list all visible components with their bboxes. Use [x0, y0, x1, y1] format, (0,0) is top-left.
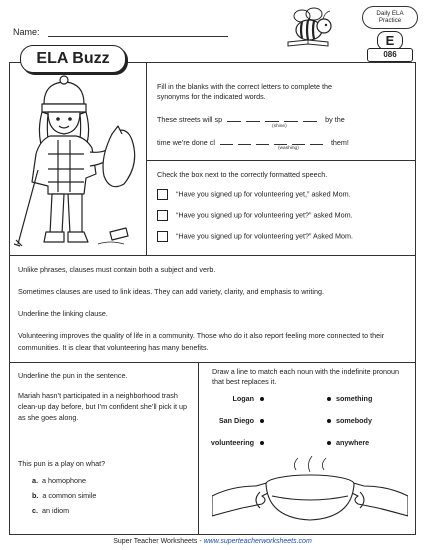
match-pronoun: something [336, 394, 373, 403]
blank-1a[interactable] [227, 113, 241, 122]
pun-choice-b[interactable] [32, 491, 96, 501]
match-noun: Logan [232, 394, 254, 403]
blank-2a[interactable] [220, 136, 233, 145]
worksheet-number: 086 [367, 48, 413, 62]
clauses-paragraph-1: Unlike phrases, clauses must contain both a subject and verb. [18, 265, 216, 274]
clauses-passage[interactable]: Volunteering improves the quality of life in a community. Those who do it also report feeling more connected to their communities. It is clear that volunteering has many benefits. [18, 331, 385, 352]
choice-letter: b. [32, 491, 39, 500]
choice-text: an idiom [42, 506, 70, 515]
blank-2e[interactable] [292, 136, 305, 145]
daily-ela-badge [362, 6, 418, 29]
clauses-paragraph-2: Sometimes clauses are used to link ideas. They can add variety, clarity, and emphasis to writing. [18, 287, 325, 296]
divider-vertical-top [146, 62, 147, 255]
blank-2f[interactable] [310, 136, 323, 145]
synonym-line-1 [157, 113, 345, 125]
match-pronoun: somebody [336, 416, 372, 425]
synonym-line-2 [157, 136, 349, 148]
blank-2d[interactable] [274, 136, 287, 145]
choice-letter: c. [32, 506, 38, 515]
divider-vertical-bottom [198, 362, 199, 535]
match-right-1[interactable] [327, 394, 372, 404]
name-field[interactable] [48, 36, 228, 37]
hands-holding-bowl-illustration [212, 456, 408, 534]
speech-instruction: Check the box next to the correctly formatted speech. [157, 170, 328, 179]
pun-question: This pun is a play on what? [18, 459, 106, 468]
blank-1d[interactable] [284, 113, 298, 122]
match-pronoun: anywhere [336, 438, 370, 447]
pun-sentence[interactable]: Mariah hasn’t participated in a neighborhood trash clean-up day before, but I’m confident she’ll pick it up as she goes along. [18, 391, 188, 422]
match-dot[interactable] [327, 419, 331, 423]
choice-text: a common simile [42, 491, 97, 500]
divider-clauses-bottom [9, 362, 416, 363]
blank-2b[interactable] [238, 136, 251, 145]
divider-clauses-top [9, 255, 416, 256]
footer-link[interactable]: www.superteacherworksheets.com [203, 538, 312, 545]
choice-text: a homophone [42, 476, 86, 485]
match-instruction: Draw a line to match each noun with the indefinite pronoun that best replaces it. [212, 367, 399, 386]
match-dot[interactable] [327, 441, 331, 445]
pun-instruction: Underline the pun in the sentence. [18, 371, 128, 380]
match-dot[interactable] [327, 397, 331, 401]
synonym2-suffix: them! [330, 138, 349, 147]
page-title: ELA Buzz [20, 45, 126, 73]
blank-2c[interactable] [256, 136, 269, 145]
speech-checkbox-3[interactable] [157, 231, 168, 242]
match-left-1[interactable] [202, 394, 264, 404]
speech-checkbox-1[interactable] [157, 189, 168, 200]
pun-choice-a[interactable] [32, 476, 86, 486]
synonym1-suffix: by the [325, 115, 345, 124]
speech-checkbox-2[interactable] [157, 210, 168, 221]
blank-1c[interactable] [265, 113, 279, 122]
speech-option-2[interactable] [157, 210, 353, 221]
blank-1e[interactable] [303, 113, 317, 122]
footer [0, 538, 425, 545]
choice-letter: a. [32, 476, 38, 485]
synonym2-prefix: time we’re done cl [157, 138, 215, 147]
clauses-instruction: Underline the linking clause. [18, 309, 108, 318]
match-right-2[interactable] [327, 416, 372, 426]
match-dot[interactable] [260, 397, 264, 401]
match-left-2[interactable] [202, 416, 264, 426]
synonym2-hint: (washing) [278, 146, 299, 151]
pun-choice-c[interactable] [32, 506, 69, 516]
match-dot[interactable] [260, 419, 264, 423]
speech-option-text: “Have you signed up for volunteering yet?” asked Mom. [176, 210, 353, 220]
badge-line2: Practice [378, 17, 402, 25]
speech-option-text: “Have you signed up for volunteering yet?” Asked Mom. [176, 231, 353, 241]
synonym1-prefix: These streets will sp [157, 115, 223, 124]
badge-line1: Daily ELA [376, 10, 404, 17]
match-noun: San Diego [218, 416, 254, 425]
blank-1b[interactable] [246, 113, 260, 122]
name-label: Name: [13, 27, 40, 37]
speech-option-1[interactable] [157, 189, 351, 200]
speech-option-text: “Have you signed up for volunteering yet,” asked Mom. [176, 189, 351, 199]
divider-synonym-speech [146, 160, 416, 161]
synonyms-instruction: Fill in the blanks with the correct letters to complete the synonyms for the indicated words. [157, 82, 332, 101]
bee-reading-icon [278, 6, 354, 50]
match-noun: volunteering [210, 438, 254, 447]
speech-option-3[interactable] [157, 231, 353, 242]
match-dot[interactable] [260, 441, 264, 445]
synonym1-hint: (shine) [272, 124, 287, 129]
match-right-3[interactable] [327, 438, 369, 448]
match-left-3[interactable] [202, 438, 264, 448]
volunteer-girl-illustration [14, 74, 142, 252]
level-badge: E [377, 31, 403, 50]
footer-prefix: Super Teacher Worksheets - [113, 538, 204, 545]
